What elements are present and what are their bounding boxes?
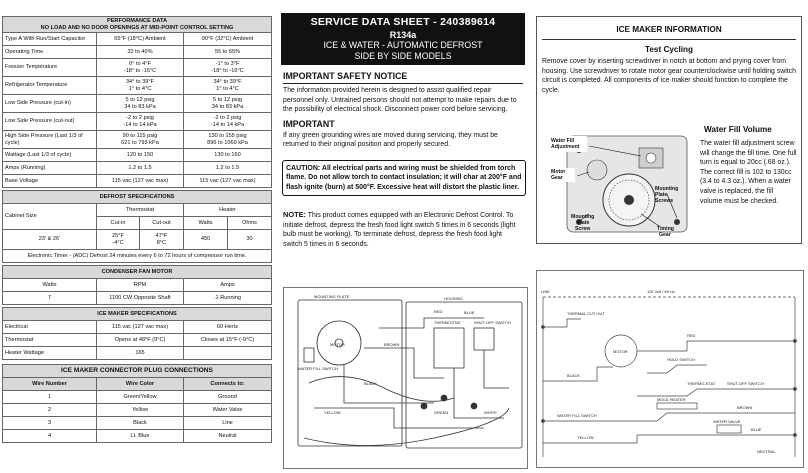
connector-cell: 1 xyxy=(3,391,97,404)
icemaker-spec-title: ICE MAKER SPECIFICATIONS xyxy=(3,308,272,321)
note-label: NOTE: xyxy=(283,210,306,220)
photo-label-motor-gear: Motor Gear xyxy=(551,169,566,181)
divider xyxy=(542,39,796,40)
schematic-label: 115 Volt / 60 Hz xyxy=(647,289,675,294)
defrost-ohms-value: 30 xyxy=(228,230,272,250)
perf-value: 1.2 to 1.5 xyxy=(184,162,272,175)
connector-cell: 3 xyxy=(3,417,97,430)
connector-header: Connects to: xyxy=(184,378,272,391)
connector-cell: Yellow xyxy=(97,404,184,417)
perf-value: 90°F (32°C) Ambient xyxy=(184,33,272,46)
water-fill-text: The water fill adjustment screw will change the fill time. One full turn is equal to 20cc (.68 oz.). The correct fill is 102 to 130cc (3.4 to 4.3 oz.). When a water valve is replaced, the fill volume must be checked. xyxy=(700,140,797,205)
note-text: This product comes equipped with an Electronic Defrost Control. To initiate defrost, depress the fresh food light switch 5 times in 6 seconds (light bulb must be working). To terminate defrost, depress the fresh food light switch 5 times in 6 seconds. xyxy=(283,212,516,248)
wire-label: MOUNTING PLATE xyxy=(314,294,350,299)
refrigerant-label: R134a xyxy=(389,30,417,40)
icemaker-spec-value: Closes at 15°F (-9°C) xyxy=(184,334,272,347)
connector-cell: Ground xyxy=(184,391,272,404)
wire-label: YELLOW xyxy=(324,410,341,415)
fan-watts-value: 7 xyxy=(3,292,97,305)
wire-label: WHITE xyxy=(484,410,497,415)
photo-label-timing-gear: Timing Gear xyxy=(657,226,674,238)
schematic-label: MOLD HEATER xyxy=(657,397,686,402)
perf-value: 5 to 12 psig 34 to 83 kPa xyxy=(184,95,272,113)
safety-text: The information provided herein is designed to assist qualified repair personnel only. Untrained persons should not attempt to make repairs due to the possibility of electrical shock. Disconnect power cord before servicing. xyxy=(283,87,517,114)
perf-value: 130 to 155 psig 896 to 1069 kPa xyxy=(184,131,272,149)
important-heading: IMPORTANT xyxy=(283,118,335,129)
icemaker-spec-value: 60 Hertz xyxy=(184,321,272,334)
icemaker-spec-label: Electrical xyxy=(3,321,97,334)
schematic-label: RED xyxy=(687,333,696,338)
left-column xyxy=(0,0,275,443)
defrost-cutout-header: Cut-out xyxy=(140,217,184,230)
photo-label-mounting-plate-screws: Mounting Plate Screws xyxy=(655,186,679,204)
perf-label: Base Voltage xyxy=(3,175,97,188)
right-column xyxy=(530,0,808,244)
schematic-label: NEUTRAL xyxy=(757,449,776,454)
icemaker-spec-value: Opens at 48°F (9°C) xyxy=(97,334,184,347)
test-cycling-heading: Test Cycling xyxy=(644,45,694,54)
connector-cell: 4 xyxy=(3,430,97,443)
middle-column xyxy=(279,0,527,250)
defrost-watts-header: Watts xyxy=(184,217,228,230)
schematic-label: WATER VALVE xyxy=(713,419,741,424)
perf-label: Wattage (Last 1/3 of cycle) xyxy=(3,149,97,162)
service-title: SERVICE DATA SHEET - 240389614 xyxy=(310,16,496,28)
perf-value: 55 to 65% xyxy=(184,46,272,59)
test-cycling-text: Remove cover by inserting screwdriver in notch at bottom and prying cover from housing. Use screwdriver to rotate motor gear counterclockwise until holding switch circuit is completed. All components of ice maker should function to complete the cycle. xyxy=(542,58,796,94)
wire-label: THERMOSTAT xyxy=(434,320,461,325)
perf-label: Low Side Pressure (cut-in) xyxy=(3,95,97,113)
fan-amps-header: Amps xyxy=(184,279,272,292)
perf-label: Low Side Pressure (cut-out) xyxy=(3,113,97,131)
caution-box: CAUTION: All electrical parts and wiring must be shielded from torch flame. Do not allow torch to contact insulation; it will char at 200°F and flash ignite (burn) at 500°F. Excessive heat will distort the plastic liner. xyxy=(282,160,526,196)
icemaker-gear-illustration xyxy=(549,130,697,238)
perf-value: 0° to 4°F -18° to -16°C xyxy=(97,59,184,77)
connector-cell: Green/Yellow xyxy=(97,391,184,404)
safety-heading: IMPORTANT SAFETY NOTICE xyxy=(283,71,408,81)
connector-header: Wire Color xyxy=(97,378,184,391)
schematic-label: MOTOR xyxy=(613,349,628,354)
defrost-cabinet-value: 23' & 26' xyxy=(3,230,97,250)
photo-label-mounting-plate-screw: Mounting Plate Screw xyxy=(571,214,595,232)
fan-rpm-header: RPM xyxy=(97,279,184,292)
icemaker-spec-label: Heater Wattage xyxy=(3,347,97,360)
connector-cell: 2 xyxy=(3,404,97,417)
model-line-2: SIDE BY SIDE MODELS xyxy=(354,51,452,61)
wire-label: BROWN xyxy=(384,342,400,347)
schematic-label: HOLD SWITCH xyxy=(667,357,695,362)
perf-label: Amps (Running) xyxy=(3,162,97,175)
wire-label: MOTOR xyxy=(330,342,345,347)
schematic-label: WATER FILL SWITCH xyxy=(557,413,597,418)
wire-label: HOUSING xyxy=(444,296,463,301)
connector-cell: Water Valve xyxy=(184,404,272,417)
schematic-label: BLUE xyxy=(751,427,762,432)
wiring-diagram-pictorial xyxy=(283,287,528,469)
divider xyxy=(283,83,523,84)
perf-label: Refrigerator Temperature xyxy=(3,77,97,95)
connector-header: Wire Number xyxy=(3,378,97,391)
defrost-title: DEFROST SPECIFICATIONS xyxy=(3,191,272,204)
defrost-cutin-header: Cut-in xyxy=(97,217,140,230)
important-text: If any green grounding wires are moved during servicing, they must be returned to their original position and properly secured. xyxy=(283,131,498,149)
photo-label-water-fill: Water Fill Adjustment xyxy=(551,138,580,150)
perf-value: 65°F (18°C) Ambient xyxy=(97,33,184,46)
fan-rpm-value: 1100 CW Opposite Shaft xyxy=(97,292,184,305)
icemaker-spec-label: Thermostat xyxy=(3,334,97,347)
defrost-cutout-value: 47°F 8°C xyxy=(140,230,184,250)
note-paragraph xyxy=(283,210,521,249)
schematic-wiring-svg xyxy=(537,271,803,467)
defrost-heater-header: Heater xyxy=(184,204,272,217)
icemaker-info-title: ICE MAKER INFORMATION xyxy=(616,25,722,34)
perf-value: 32 to 40% xyxy=(97,46,184,59)
schematic-label: LINE xyxy=(541,289,550,294)
perf-value: 5 to 12 psig 34 to 83 kPa xyxy=(97,95,184,113)
perf-value: 90 to 115 psig 621 to 793 kPa xyxy=(97,131,184,149)
perf-label: Operating Time xyxy=(3,46,97,59)
schematic-label: SHUT-OFF SWITCH xyxy=(727,381,764,386)
wire-label: GREEN xyxy=(434,410,449,415)
defrost-cabinet-header: Cabinet Size xyxy=(3,204,97,230)
schematic-label: BROWN xyxy=(737,405,753,410)
service-header xyxy=(281,13,525,65)
defrost-cutin-value: 25°F -4°C xyxy=(97,230,140,250)
connector-cell: Neutral xyxy=(184,430,272,443)
defrost-ohms-header: Ohms xyxy=(228,217,272,230)
defrost-timer-note: Electronic Timer - (ADC) Defrost 24 minutes every 6 to 72 hours of compressor run time. xyxy=(3,250,272,263)
water-fill-heading: Water Fill Volume xyxy=(704,125,772,134)
schematic-label: THERMAL CUT OUT xyxy=(567,311,605,316)
perf-value: 34° to 39°F 1° to 4°C xyxy=(184,77,272,95)
connector-cell: Black xyxy=(97,417,184,430)
schematic-label: YELLOW xyxy=(577,435,594,440)
performance-title: PERFORMANCE DATA NO LOAD AND NO DOOR OPENINGS AT MID-POINT CONTROL SETTING xyxy=(3,17,272,33)
fan-amps-value: .1 Running xyxy=(184,292,272,305)
schematic-label: BLACK xyxy=(567,373,581,378)
fan-watts-header: Watts xyxy=(3,279,97,292)
icemaker-spec-value: 115 vac (127 vac max) xyxy=(97,321,184,334)
perf-value: 1.2 to 1.5 xyxy=(97,162,184,175)
perf-label: High Side Pressure (Last 1/3 of cycle) xyxy=(3,131,97,149)
perf-value: 120 to 150 xyxy=(97,149,184,162)
connector-cell: Lt. Blue xyxy=(97,430,184,443)
wire-label: WATER FILL SWITCH xyxy=(298,366,338,371)
icemaker-photo xyxy=(549,130,697,238)
wire-label: SHUT-OFF SWITCH xyxy=(474,320,511,325)
defrost-watts-value: 450 xyxy=(184,230,228,250)
perf-value: 130 to 160 xyxy=(184,149,272,162)
icemaker-spec-value xyxy=(184,347,272,360)
fan-title: CONDENSER FAN MOTOR xyxy=(3,266,272,279)
wire-label: BLUE xyxy=(464,310,475,315)
connector-title: ICE MAKER CONNECTOR PLUG CONNECTIONS xyxy=(3,365,272,378)
performance-table xyxy=(2,16,272,188)
perf-value: 34° to 39°F 1° to 4°C xyxy=(97,77,184,95)
icemaker-spec-table xyxy=(2,307,272,360)
perf-value: -2 to 2 psig -14 to 14 kPa xyxy=(184,113,272,131)
defrost-table xyxy=(2,190,272,263)
icemaker-spec-value: 165 xyxy=(97,347,184,360)
model-line-1: ICE & WATER - AUTOMATIC DEFROST xyxy=(323,40,483,50)
schematic-label: THERMO-STAT xyxy=(687,381,716,386)
perf-label: Type A With Run/Start Capacitor xyxy=(3,33,97,46)
pictorial-wiring-svg xyxy=(284,288,527,468)
fan-table xyxy=(2,265,272,305)
connector-table xyxy=(2,364,272,443)
defrost-thermostat-header: Thermostat xyxy=(97,204,184,217)
perf-value: 115 vac (127 vac max) xyxy=(97,175,184,188)
perf-label: Freezer Temperature xyxy=(3,59,97,77)
connector-cell: Line xyxy=(184,417,272,430)
icemaker-info-panel xyxy=(536,16,802,244)
perf-value: -2 to 2 psig -14 to 14 kPa xyxy=(97,113,184,131)
wire-label: RED xyxy=(434,309,443,314)
perf-value: -1° to 3°F -18° to -16°C xyxy=(184,59,272,77)
wire-label: BLACK xyxy=(364,381,378,386)
wiring-diagram-schematic xyxy=(536,270,804,468)
perf-value: 115 vac (127 vac max) xyxy=(184,175,272,188)
